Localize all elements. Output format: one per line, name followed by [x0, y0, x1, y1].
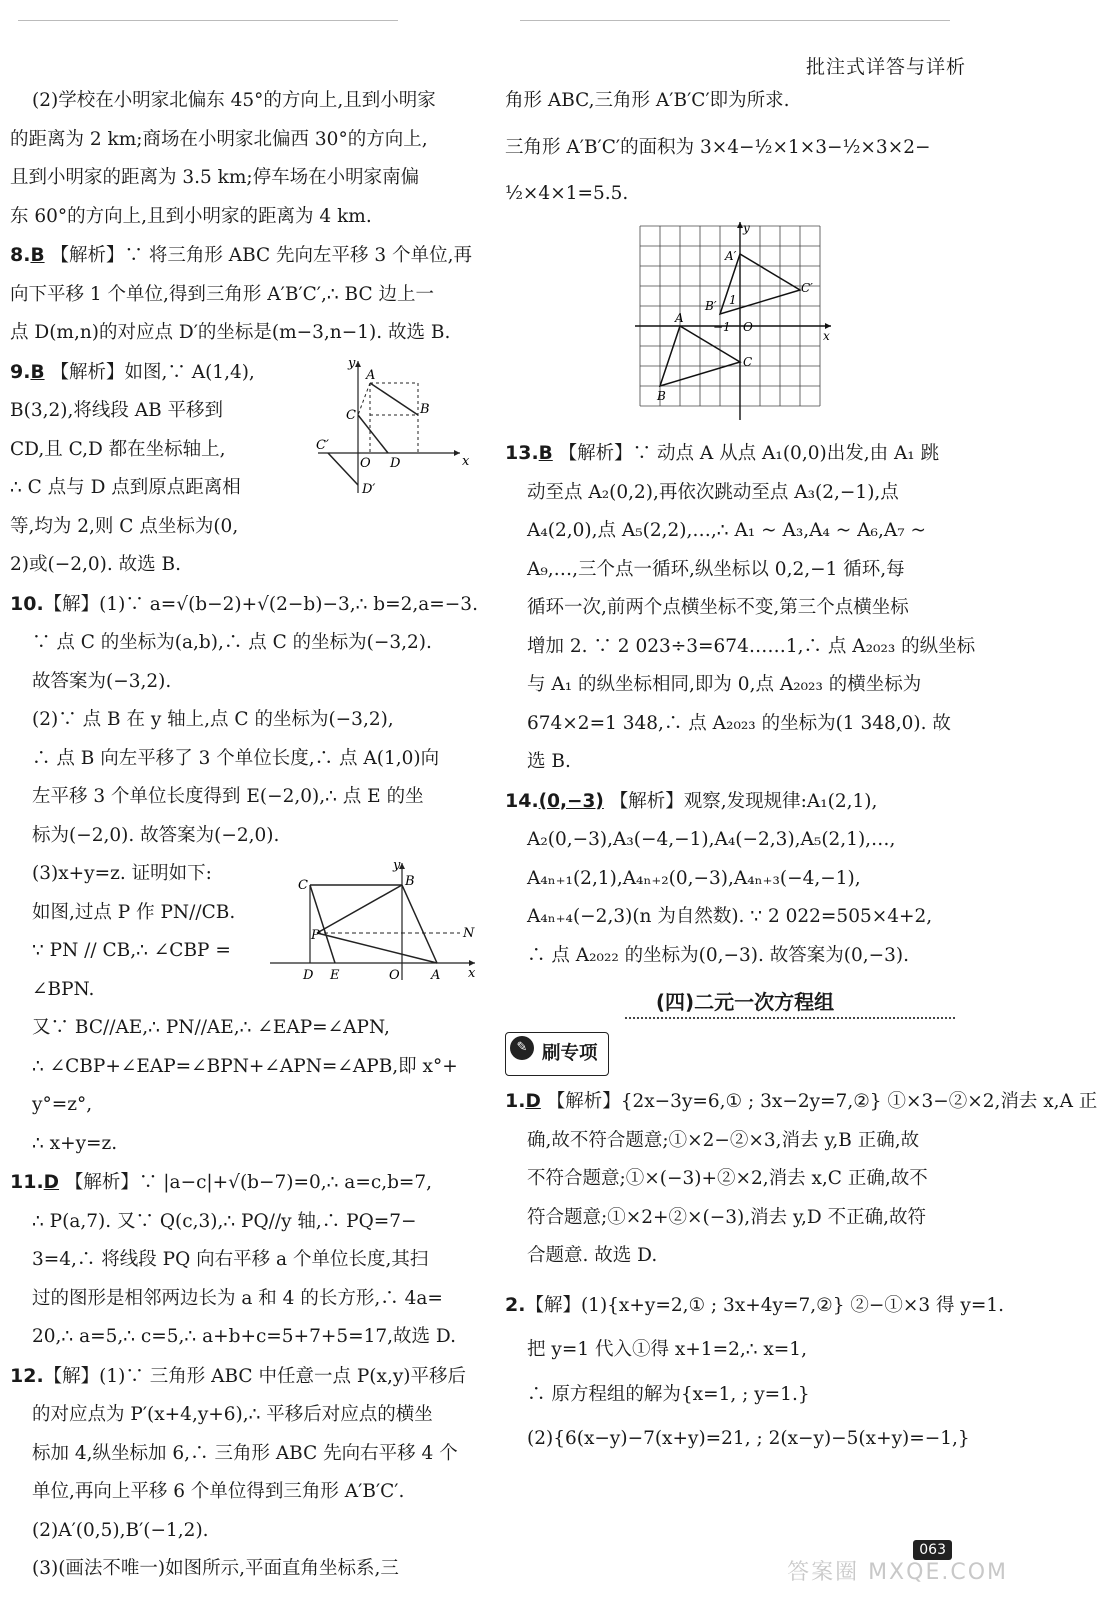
text-line: 3=4,∴ 将线段 PQ 向右平移 a 个单位长度,其扫: [32, 1249, 429, 1270]
text-line: 【解析】如图,∵ A(1,4),: [50, 361, 255, 383]
text-line: 点 D(m,n)的对应点 D′的坐标是(m−3,n−1). 故选 B.: [10, 322, 451, 343]
q10-figure: [265, 855, 480, 985]
svg-text:x: x: [462, 453, 470, 469]
dotted-rule: [625, 1017, 955, 1019]
q14-line-1: [505, 782, 985, 822]
text-line: 【解】(1){x+y=2,① ; 3x+4y=7,②} ②−①×3 得 y=1.: [525, 1294, 1004, 1316]
text-line: 动至点 A₂(0,2),再依次跳动至点 A₃(2,−1),点: [527, 481, 899, 503]
text-line: 选 B.: [527, 751, 571, 772]
section-title: (四)二元一次方程组: [655, 990, 835, 1014]
text-line: 【解析】{2x−3y=6,① ; 3x−2y=7,②} ①×3−②×2,消去 x,A 正: [546, 1091, 1097, 1112]
badge-label: 刷专项: [542, 1042, 598, 1064]
text-line: 过的图形是相邻两边长为 a 和 4 的长方形,∴ 4a=: [32, 1287, 443, 1309]
text-line: (2)学校在小明家北偏东 45°的方向上,且到小明家: [32, 90, 436, 111]
svg-text:E: E: [330, 967, 340, 983]
text-line: 单位,再向上平移 6 个单位得到三角形 A′B′C′.: [32, 1481, 405, 1502]
q13-line-1: [505, 434, 985, 474]
q9-block: [10, 353, 480, 585]
q9-figure: [308, 353, 468, 503]
svg-text:C: C: [298, 877, 308, 893]
text-line: B(3,2),将线段 AB 平移到: [10, 400, 224, 421]
text-line: 把 y=1 代入①得 x+1=2,∴ x=1,: [527, 1339, 807, 1360]
svg-text:B′: B′: [705, 298, 717, 313]
text-line: 【解】(1)∵ 三角形 ABC 中任意一点 P(x,y)平移后: [43, 1365, 467, 1387]
text-line: A₂(0,−3),A₃(−4,−1),A₄(−2,3),A₅(2,1),…,: [527, 829, 896, 850]
q1-line-1: [505, 1082, 1097, 1122]
svg-text:D: D: [303, 967, 314, 983]
svg-text:D: D: [390, 455, 401, 471]
text-line: 【解析】观察,发现规律:A₁(2,1),: [609, 790, 878, 812]
q1-answer: D: [525, 1091, 541, 1112]
q12-line-1: [10, 1357, 480, 1397]
text-line: A₄ₙ₊₄(−2,3)(n 为自然数). ∵ 2 022=505×4+2,: [527, 906, 933, 927]
text-line: 东 60°的方向上,且到小明家的距离为 4 km.: [10, 205, 372, 227]
svg-text:A: A: [675, 310, 684, 325]
svg-text:D′: D′: [362, 481, 376, 497]
text-line: 20,∴ a=5,∴ c=5,∴ a+b+c=5+7+5=17,故选 D.: [32, 1326, 456, 1347]
text-line: (2)A′(0,5),B′(−1,2).: [32, 1519, 209, 1541]
svg-text:C′: C′: [801, 280, 813, 295]
text-line: 2)或(−2,0). 故选 B.: [10, 554, 181, 575]
svg-text:B: B: [657, 388, 666, 403]
pencil-icon: ✎: [510, 1036, 534, 1060]
svg-text:−1: −1: [713, 319, 731, 334]
q11-line-1: [10, 1163, 480, 1203]
text-line: 且到小明家的距离为 3.5 km;停车场在小明家南偏: [10, 167, 420, 188]
text-line: 标为(−2,0). 故答案为(−2,0).: [32, 824, 280, 846]
text-line: ∴ P(a,7). 又∵ Q(c,3),∴ PQ//y 轴,∴ PQ=7−: [32, 1210, 417, 1232]
page-number: 063: [913, 1540, 952, 1560]
text-line: 增加 2. ∵ 2 023÷3=674……1,∴ 点 A₂₀₂₃ 的纵坐标: [527, 635, 976, 657]
text-line: A₄ₙ₊₁(2,1),A₄ₙ₊₂(0,−3),A₄ₙ₊₃(−4,−1),: [527, 867, 861, 889]
svg-text:y: y: [743, 220, 750, 235]
text-line: 【解析】∵ 将三角形 ABC 先向左平移 3 个单位,再: [50, 245, 472, 266]
text-line: 【解析】∵ |a−c|+√(b−7)=0,∴ a=c,b=7,: [64, 1172, 433, 1193]
page-header: 批注式详答与详析: [805, 56, 966, 78]
q10-number: 10.: [10, 592, 44, 615]
text-line: (2){6(x−y)−7(x+y)=21, ; 2(x−y)−5(x+y)=−1,}: [527, 1428, 970, 1449]
q8-answer: B: [30, 245, 45, 266]
text-line: ∵ PN // CB,∴ ∠CBP =: [32, 940, 231, 961]
text-line: 的距离为 2 km;商场在小明家北偏西 30°的方向上,: [10, 128, 428, 150]
q14-number: 14.: [505, 789, 539, 812]
text-line: (3)x+y=z. 证明如下:: [32, 863, 212, 884]
svg-text:y: y: [348, 355, 356, 371]
q9-number: 9.: [10, 360, 31, 383]
left-column: [10, 82, 480, 1589]
right-column: [505, 82, 1097, 1459]
text-line: 不符合题意;①×(−3)+②×2,消去 x,C 正确,故不: [527, 1168, 928, 1189]
svg-text:x: x: [468, 965, 476, 981]
text-line: A₄(2,0),点 A₅(2,2),…,∴ A₁ ~ A₃,A₄ ~ A₆,A₇ ~: [527, 520, 926, 541]
svg-text:C: C: [743, 354, 753, 369]
svg-text:P: P: [311, 927, 320, 943]
text-line: 左平移 3 个单位长度得到 E(−2,0),∴ 点 E 的坐: [32, 786, 424, 807]
svg-text:x: x: [823, 328, 830, 343]
text-line: (2)∵ 点 B 在 y 轴上,点 C 的坐标为(−3,2),: [32, 709, 394, 730]
text-line: y°=z°,: [32, 1094, 93, 1115]
q14-answer: (0,−3): [538, 790, 604, 812]
svg-text:y: y: [393, 857, 401, 873]
svg-text:A: A: [366, 367, 376, 383]
text-line: 故答案为(−3,2).: [32, 670, 172, 692]
svg-text:C: C: [346, 407, 356, 423]
text-line: 确,故不符合题意;①×2−②×3,消去 y,B 正确,故: [527, 1129, 920, 1151]
text-line: 循环一次,前两个点横坐标不变,第三个点横坐标: [527, 597, 909, 618]
svg-text:1: 1: [729, 292, 737, 307]
q2-number: 2.: [505, 1293, 526, 1316]
text-line: 如图,过点 P 作 PN//CB.: [32, 901, 236, 923]
text-line: A₉,…,三个点一循环,纵坐标以 0,2,−1 循环,每: [527, 558, 905, 580]
text-line: ∴ 点 A₂₀₂₂ 的坐标为(0,−3). 故答案为(0,−3).: [527, 944, 910, 966]
svg-text:A′: A′: [725, 248, 737, 263]
text-line: 又∵ BC//AE,∴ PN//AE,∴ ∠EAP=∠APN,: [32, 1017, 390, 1038]
text-line: ∵ 点 C 的坐标为(a,b),∴ 点 C 的坐标为(−3,2).: [32, 632, 432, 653]
text-line: 的对应点为 P′(x+4,y+6),∴ 平移后对应点的横坐: [32, 1404, 433, 1425]
text-line: 【解】(1)∵ a=√(b−2)+√(2−b)−3,∴ b=2,a=−3.: [43, 593, 478, 615]
svg-text:B: B: [405, 873, 415, 889]
q2-line-1: [505, 1286, 1004, 1326]
text-line: ∴ 点 B 向左平移了 3 个单位长度,∴ 点 A(1,0)向: [32, 747, 440, 769]
q13-answer: B: [538, 443, 553, 464]
svg-text:O: O: [389, 967, 400, 983]
text-line: CD,且 C,D 都在坐标轴上,: [10, 438, 226, 460]
svg-text:O: O: [360, 455, 371, 471]
text-line: 角形 ABC,三角形 A′B′C′即为所求.: [505, 90, 790, 111]
text-line: ∴ 原方程组的解为{x=1, ; y=1.}: [527, 1383, 810, 1405]
text-line: 【解析】∵ 动点 A 从点 A₁(0,0)出发,由 A₁ 跳: [558, 443, 940, 464]
text-line: ∴ C 点与 D 点到原点距离相: [10, 477, 241, 498]
svg-text:C′: C′: [316, 437, 329, 453]
q10-line-1: [10, 585, 480, 625]
text-line: ∠BPN.: [32, 978, 95, 1000]
svg-text:O: O: [743, 319, 753, 334]
q8-number: 8.: [10, 244, 31, 266]
q1-number: 1.: [505, 1090, 526, 1112]
text-line: ∴ ∠CBP+∠EAP=∠BPN+∠APN=∠APB,即 x°+: [32, 1055, 458, 1077]
q10-block: [10, 585, 480, 1164]
top-rule-right: [520, 20, 950, 21]
text-line: 符合题意;①×2+②×(−3),消去 y,D 不正确,故符: [527, 1206, 926, 1228]
watermark: 答案圈 MXQE.COM: [787, 1560, 1008, 1585]
text-line: 向下平移 1 个单位,得到三角形 A′B′C′,∴ BC 边上一: [10, 283, 435, 305]
text-line: 合题意. 故选 D.: [527, 1245, 658, 1266]
q8-line-1: [10, 236, 480, 276]
q13-number: 13.: [505, 442, 539, 464]
text-line: 标加 4,纵坐标加 6,∴ 三角形 ABC 先向右平移 4 个: [32, 1442, 458, 1464]
svg-text:A: A: [431, 967, 441, 983]
svg-text:N: N: [463, 925, 475, 941]
text-line: ∴ x+y=z.: [32, 1132, 118, 1154]
special-practice-badge: [505, 1032, 609, 1077]
svg-text:B: B: [420, 401, 430, 417]
text-line: 三角形 A′B′C′的面积为 3×4−½×1×3−½×3×2−: [505, 136, 931, 158]
text-line: ½×4×1=5.5.: [505, 183, 629, 204]
q12-number: 12.: [10, 1364, 44, 1387]
text-line: (3)(画法不唯一)如图所示,平面直角坐标系,三: [32, 1558, 399, 1579]
text-line: 与 A₁ 的纵坐标相同,即为 0,点 A₂₀₂₃ 的横坐标为: [527, 674, 922, 695]
text-line: 674×2=1 348,∴ 点 A₂₀₂₃ 的坐标为(1 348,0). 故: [527, 712, 951, 734]
text-line: 等,均为 2,则 C 点坐标为(0,: [10, 515, 239, 537]
top-rule-left: [18, 20, 398, 21]
q11-number: 11.: [10, 1171, 44, 1193]
q9-answer: B: [30, 361, 45, 383]
q12-grid-figure: [635, 220, 835, 420]
q11-answer: D: [43, 1172, 60, 1193]
